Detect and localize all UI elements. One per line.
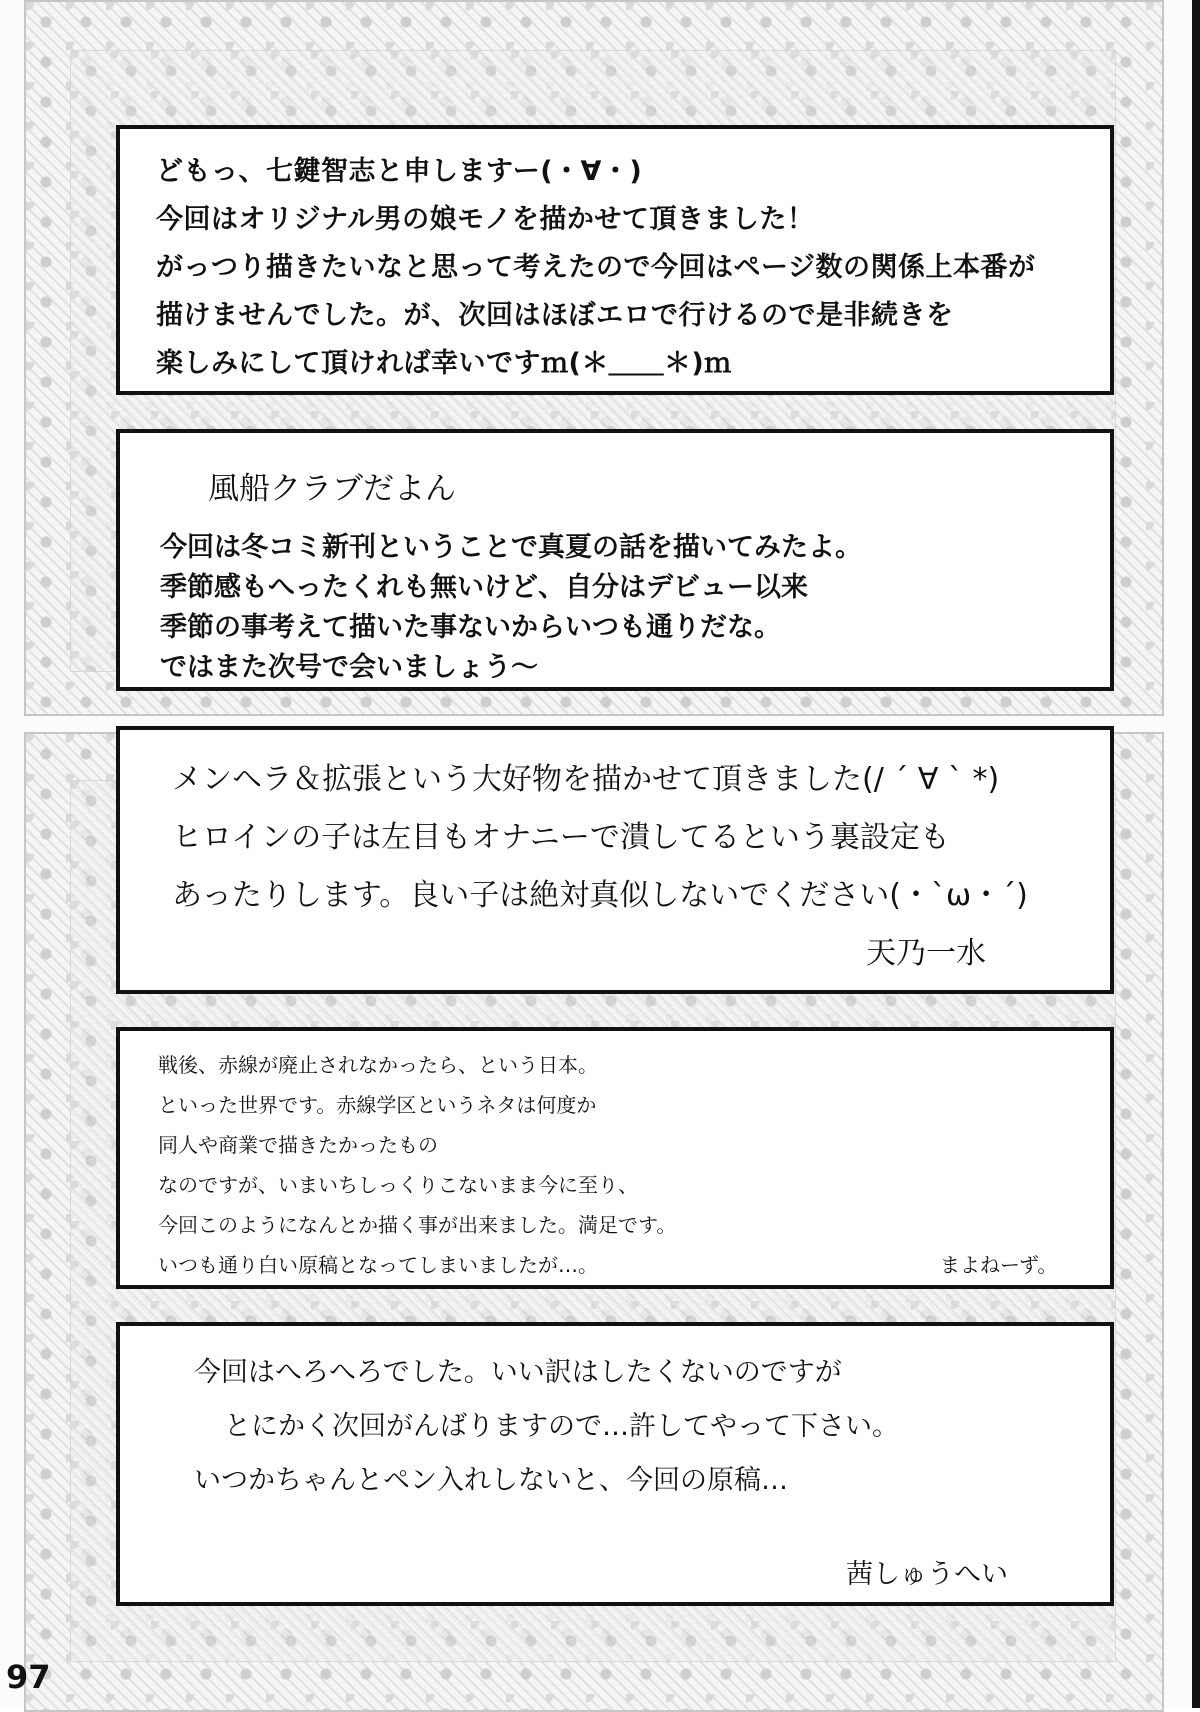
- afterword-1-line-1: どもっ、七鍵智志と申しますー(・∀・): [156, 156, 643, 187]
- afterword-4-line-3: 同人や商業で描きたかったもの: [158, 1133, 438, 1157]
- afterword-4-line-5: 今回このようになんとか描く事が出来ました。満足です。: [158, 1213, 677, 1237]
- afterword-2-line-2: 季節感もへったくれも無いけど、自分はデビュー以来: [160, 572, 808, 603]
- afterword-1-line-4: 描けませんでした。が、次回はほぼエロで行けるので是非続きを: [156, 300, 954, 331]
- afterword-2-line-3: 季節の事考えて描いた事ないからいつも通りだな。: [160, 612, 781, 643]
- afterword-3-line-1: メンヘラ＆拡張という大好物を描かせて頂きました(/ ´ ∀ ` *): [172, 762, 1000, 797]
- page-spine-edge: [1192, 0, 1200, 1708]
- page-number: 97: [6, 1658, 51, 1696]
- afterword-5-line-1: 今回はへろへろでした。いい訳はしたくないのですが: [194, 1357, 842, 1388]
- afterword-5-line-2: とにかく次回がんばりますので…許してやって下さい。: [224, 1411, 899, 1442]
- afterword-3-line-3: あったりします。良い子は絶対真似しないでください(・`ω・´): [172, 878, 1028, 913]
- afterword-box-1: [116, 125, 1114, 395]
- afterword-1-line-3: がっつり描きたいなと思って考えたので今回はページ数の関係上本番が: [156, 252, 1036, 283]
- afterword-4-line-6: いつも通り白い原稿となってしまいましたが…。: [158, 1253, 598, 1277]
- afterword-5-line-3: いつかちゃんとペン入れしないと、今回の原稿…: [194, 1465, 788, 1496]
- afterword-2-line-1: 今回は冬コミ新刊ということで真夏の話を描いてみたよ。: [160, 532, 862, 563]
- afterword-box-5: [116, 1322, 1114, 1606]
- afterword-box-4: [116, 1027, 1114, 1289]
- afterword-box-2: [116, 429, 1114, 691]
- afterword-2-title: 風船クラブだよん: [208, 471, 456, 507]
- afterword-3-signature: 天乃一水: [866, 936, 986, 971]
- afterword-2-line-4: ではまた次号で会いましょう～: [160, 652, 538, 683]
- afterword-4-signature: まよねーず。: [940, 1253, 1058, 1277]
- afterword-4-line-2: といった世界です。赤線学区というネタは何度か: [158, 1093, 597, 1117]
- afterword-4-line-4: なのですが、いまいちしっくりこないまま今に至り、: [158, 1173, 638, 1197]
- afterword-3-line-2: ヒロインの子は左目もオナニーで潰してるという裏設定も: [172, 820, 950, 855]
- afterword-5-signature: 茜しゅうへい: [846, 1559, 1008, 1590]
- afterword-1-line-2: 今回はオリジナル男の娘モノを描かせて頂きました！: [156, 204, 815, 235]
- afterword-box-3: [116, 726, 1114, 994]
- afterword-1-line-5: 楽しみにして頂ければ幸いですｍ(＊＿＿＊)ｍ: [156, 348, 732, 379]
- afterword-4-line-1: 戦後、赤線が廃止されなかったら、という日本。: [158, 1053, 598, 1077]
